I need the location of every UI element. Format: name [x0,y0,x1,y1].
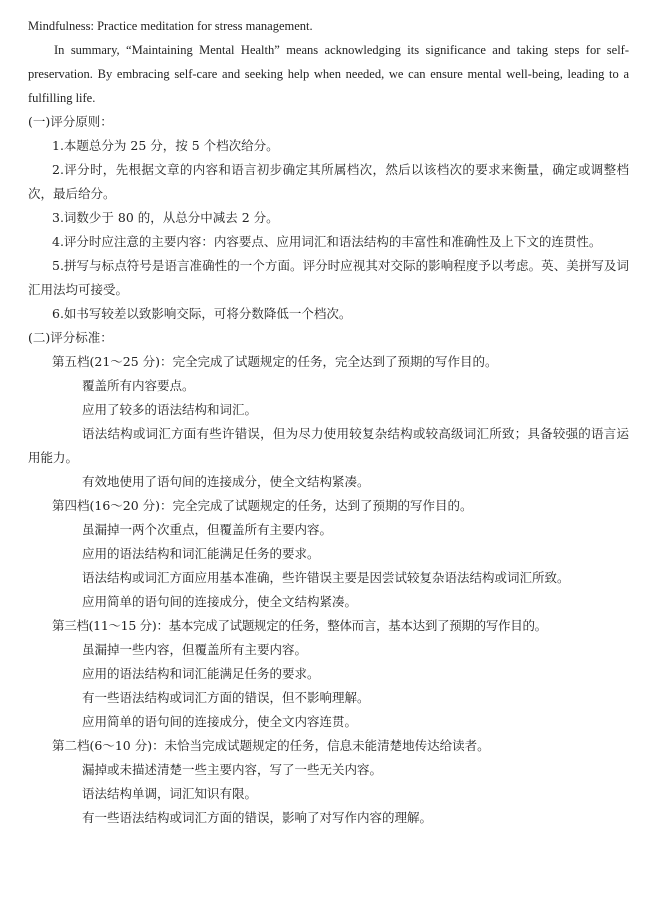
grade5-item-1: 覆盖所有内容要点。 [82,378,195,393]
grade3-title: 第三档(11～15 分)：基本完成了试题规定的任务，整体而言，基本达到了预期的写作目的。 [52,618,547,633]
grade3-item-1: 虽漏掉一些内容，但覆盖所有主要内容。 [82,642,308,657]
english-summary-paragraph [28,38,629,110]
principle-item-4: 4.评分时应注意的主要内容：内容要点、应用词汇和语法结构的丰富性和准确性及上下文的连贯性。 [52,234,602,249]
principles-heading: (一)评分原则： [28,114,113,129]
grade2-item-1: 漏掉或未描述清楚一些主要内容，写了一些无关内容。 [82,762,383,777]
grade4-title: 第四档(16～20 分)：完全完成了试题规定的任务，达到了预期的写作目的。 [52,498,473,513]
principle-item-2: 2.评分时，先根据文章的内容和语言初步确定其所属档次，然后以该档次的要求来衡量，确定或调整档次，最后给分。 [28,162,629,201]
grade5-item-4: 有效地使用了语句间的连接成分，使全文结构紧凑。 [82,474,370,489]
grade2-item-3: 有一些语法结构或词汇方面的错误，影响了对写作内容的理解。 [82,810,433,825]
grade2-item-2: 语法结构单调，词汇知识有限。 [82,786,258,801]
grade3-item-3: 有一些语法结构或词汇方面的错误，但不影响理解。 [82,690,370,705]
principle-item-1: 1.本题总分为 25 分，按 5 个档次给分。 [52,138,279,153]
principle-item-3: 3.词数少于 80 的，从总分中减去 2 分。 [52,210,279,225]
grade2-title: 第二档(6～10 分)：未恰当完成试题规定的任务，信息未能清楚地传达给读者。 [52,738,490,753]
grade3-item-2: 应用的语法结构和词汇能满足任务的要求。 [82,666,320,681]
grade4-item-1: 虽漏掉一两个次重点，但覆盖所有主要内容。 [82,522,333,537]
english-line-mindfulness: Mindfulness: Practice meditation for stress management. [28,19,313,33]
principle-item-6: 6.如书写较差以致影响交际，可将分数降低一个档次。 [52,306,352,321]
grade3-item-4: 应用简单的语句间的连接成分，使全文内容连贯。 [82,714,358,729]
grade5-item-2: 应用了较多的语法结构和词汇。 [82,402,258,417]
grade5-title: 第五档(21～25 分)：完全完成了试题规定的任务，完全达到了预期的写作目的。 [52,354,498,369]
summary-text: In summary, “Maintaining Mental Health” means acknowledging its significance and taking steps for self-preservation. By embracing self-care and seeking help when needed, we can ensure mental well-being, leading to a fulfilling life. [28,43,629,105]
grade4-item-4: 应用简单的语句间的连接成分，使全文结构紧凑。 [82,594,358,609]
grade5-item-3: 语法结构或词汇方面有些许错误，但为尽力使用较复杂结构或较高级词汇所致；具备较强的语言运用能力。 [28,426,629,465]
standards-heading: (二)评分标准： [28,330,113,345]
grade4-item-3: 语法结构或词汇方面应用基本准确，些许错误主要是因尝试较复杂语法结构或词汇所致。 [82,570,570,585]
principle-item-5: 5.拼写与标点符号是语言准确性的一个方面。评分时应视其对交际的影响程度予以考虑。英、美拼写及词汇用法均可接受。 [28,258,629,297]
grade4-item-2: 应用的语法结构和词汇能满足任务的要求。 [82,546,320,561]
